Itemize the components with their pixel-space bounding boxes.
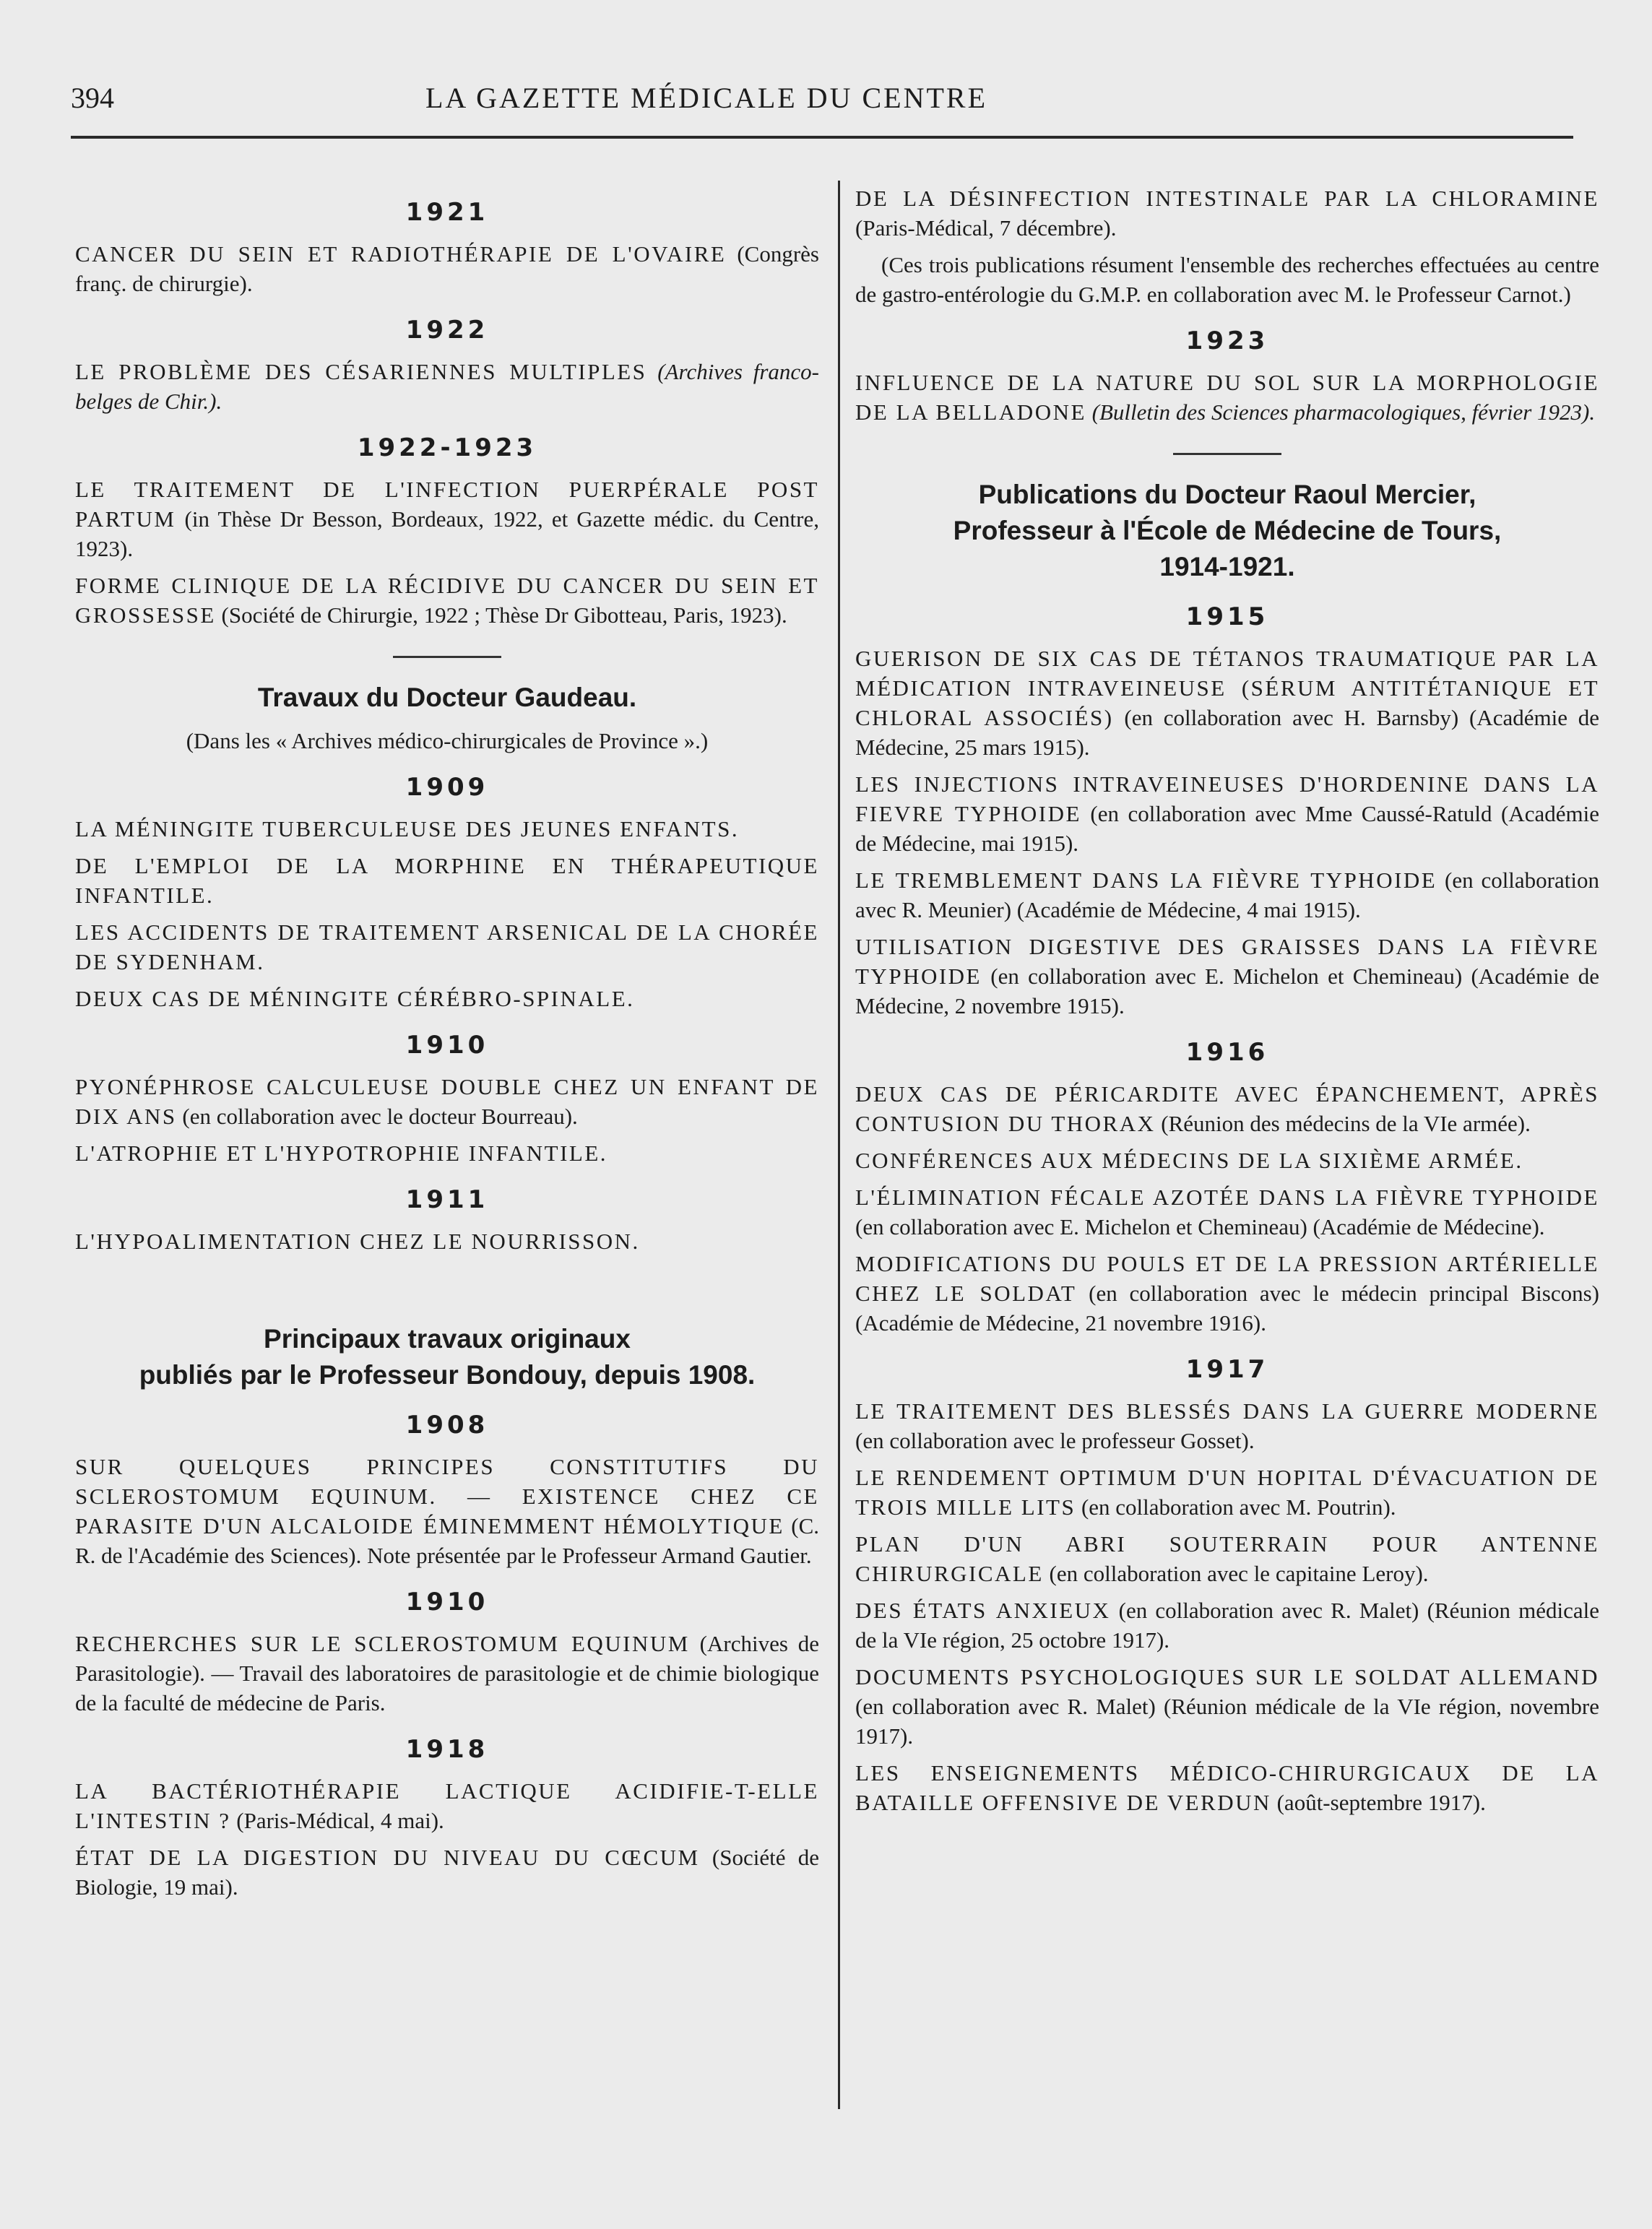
entry: [855, 1182, 1599, 1242]
section-title-line: 1914-1921.: [1159, 552, 1295, 581]
year-heading: 1909: [405, 773, 489, 802]
entry: [855, 644, 1599, 762]
section-title-line: Publications du Docteur Raoul Mercier,: [978, 480, 1476, 509]
entry-title: DE L'EMPLOI DE LA MORPHINE EN THÉRAPEUTIQUE INFANTILE.: [75, 853, 819, 908]
entry-title: DEUX CAS DE PÉRICARDITE AVEC ÉPANCHEMENT, APRÈS CONTUSION DU THORAX: [855, 1081, 1599, 1136]
entry-title: ÉTAT DE LA DIGESTION DU NIVEAU DU CŒCUM: [75, 1845, 700, 1870]
entry-title: DES ÉTATS ANXIEUX: [855, 1598, 1111, 1623]
entry-ref: (Réunion des médecins de la VIe armée).: [1161, 1111, 1531, 1136]
entry-ref: (en collaboration avec le capitaine Leroy).: [1049, 1561, 1429, 1586]
entry-ref: (en collaboration avec le docteur Bourreau).: [182, 1104, 578, 1129]
entry: [75, 984, 819, 1013]
entry-title: L'ATROPHIE ET L'HYPOTROPHIE INFANTILE.: [75, 1141, 608, 1166]
entry-ref: (en collaboration avec R. Meunier) (Académie de Médecine, 4 mai 1915).: [855, 867, 1599, 922]
entry-title: INFLUENCE DE LA NATURE DU SOL SUR LA MORPHOLOGIE DE LA BELLADONE: [855, 370, 1599, 425]
section-separator: [393, 656, 501, 658]
entry-title: LA BACTÉRIOTHÉRAPIE LACTIQUE ACIDIFIE-T-ELLE L'INTESTIN ?: [75, 1778, 819, 1833]
entry-ref: (Archives de Parasitologie). — Travail des laboratoires de parasitologie et de chimie biologique de la faculté de médecine de Paris.: [75, 1631, 820, 1715]
entry-ref: (Bulletin des Sciences pharmacologiques, février 1923).: [1091, 399, 1596, 425]
running-title: LA GAZETTE MÉDICALE DU CENTRE: [425, 82, 987, 114]
entry-ref: (en collaboration avec R. Malet) (Réunion médicale de la VIe région, novembre 1917).: [855, 1694, 1599, 1749]
entry-title: LE PROBLÈME DES CÉSARIENNES MULTIPLES: [75, 359, 647, 384]
entry: [855, 932, 1599, 1021]
entry-title: LES INJECTIONS INTRAVEINEUSES D'HORDENINE DANS LA FIEVRE TYPHOIDE: [855, 771, 1599, 826]
year-heading: 1917: [1185, 1355, 1269, 1384]
year-heading: 1922-1923: [357, 433, 537, 462]
entry: [75, 1452, 819, 1570]
entry: [75, 814, 819, 844]
entry: [75, 1226, 819, 1256]
entry-title: L'ÉLIMINATION FÉCALE AZOTÉE DANS LA FIÈVRE TYPHOIDE: [855, 1185, 1599, 1210]
year-heading: 1921: [405, 198, 489, 227]
entry-title: LE TREMBLEMENT DANS LA FIÈVRE TYPHOIDE: [855, 867, 1437, 893]
entry: [855, 865, 1599, 925]
entry-ref: (Société de Biologie, 19 mai).: [75, 1845, 820, 1900]
entry-ref: (Paris-Médical, 7 décembre).: [855, 215, 1117, 241]
entry: [75, 851, 819, 910]
year-heading: 1911: [405, 1185, 489, 1214]
year-heading: 1923: [1185, 326, 1269, 355]
year-heading: 1910: [405, 1588, 489, 1616]
entry: [855, 368, 1599, 427]
entry-ref: (C. R. de l'Académie des Sciences). Note présentée par le Professeur Armand Gautier.: [75, 1513, 820, 1568]
entry-ref: (in Thèse Dr Besson, Bordeaux, 1922, et Gazette médic. du Centre, 1923).: [75, 506, 819, 561]
entry-title: L'HYPOALIMENTATION CHEZ LE NOURRISSON.: [75, 1229, 640, 1254]
entry-title: CANCER DU SEIN ET RADIOTHÉRAPIE DE L'OVAIRE: [75, 241, 727, 267]
year-heading: 1922: [405, 316, 489, 345]
entry-title: LA MÉNINGITE TUBERCULEUSE DES JEUNES ENFANTS.: [75, 816, 740, 841]
section-title: [855, 477, 1599, 585]
entry: [75, 1629, 819, 1718]
entry: [855, 1146, 1599, 1175]
entry-ref: (en collaboration avec Mme Caussé-Ratuld (Académie de Médecine, mai 1915).: [855, 801, 1599, 856]
entry-title: LES ACCIDENTS DE TRAITEMENT ARSENICAL DE LA CHORÉE DE SYDENHAM.: [75, 919, 819, 974]
entry-ref: (Société de Chirurgie, 1922 ; Thèse Dr Gibotteau, Paris, 1923).: [221, 602, 787, 628]
entry: [75, 357, 819, 416]
entry-ref: (Congrès franç. de chirurgie).: [75, 241, 819, 296]
entry-title: LE RENDEMENT OPTIMUM D'UN HOPITAL D'ÉVACUATION DE TROIS MILLE LITS: [855, 1465, 1599, 1520]
header-rule: [71, 136, 1573, 139]
entry-title: UTILISATION DIGESTIVE DES GRAISSES DANS LA FIÈVRE TYPHOIDE: [855, 934, 1599, 989]
entry-ref: (en collaboration avec R. Malet) (Réunion médicale de la VIe région, 25 octobre 1917).: [855, 1598, 1600, 1653]
year-heading: 1915: [1185, 602, 1269, 631]
entry-title: SUR QUELQUES PRINCIPES CONSTITUTIFS DU SCLEROSTOMUM EQUINUM. — EXISTENCE CHEZ CE PARASITE D'UN ALCALOIDE ÉMINEMMENT HÉMOLYTIQUE: [75, 1454, 819, 1538]
entry: [855, 183, 1599, 243]
entry: [855, 1596, 1599, 1655]
left-column: [75, 181, 819, 1909]
column-divider: [838, 181, 840, 2109]
entry-ref: (en collaboration avec E. Michelon et Chemineau) (Académie de Médecine, 2 novembre 1915).: [855, 964, 1600, 1018]
entry: [75, 239, 819, 298]
entry: [855, 1079, 1599, 1138]
section-title: Travaux du Docteur Gaudeau.: [257, 683, 637, 712]
page-header: [71, 81, 1573, 124]
entry-ref: (en collaboration avec le médecin principal Biscons) (Académie de Médecine, 21 novembre 1916).: [855, 1281, 1600, 1336]
entry-title: LE TRAITEMENT DE L'INFECTION PUERPÉRALE POST PARTUM: [75, 477, 819, 532]
entry-ref: (en collaboration avec le professeur Gosset).: [855, 1428, 1255, 1453]
entry-title: MODIFICATIONS DU POULS ET DE LA PRESSION ARTÉRIELLE CHEZ LE SOLDAT: [855, 1251, 1599, 1306]
year-heading: 1910: [405, 1031, 489, 1060]
right-column: [855, 181, 1599, 1825]
entry: [855, 1529, 1599, 1588]
entry: [75, 917, 819, 977]
entry-ref: (Paris-Médical, 4 mai).: [236, 1808, 444, 1833]
page-number: 394: [71, 82, 114, 114]
year-heading: 1908: [405, 1411, 489, 1440]
entry-ref: (en collaboration avec M. Poutrin).: [1081, 1494, 1396, 1520]
entry-title: DOCUMENTS PSYCHOLOGIQUES SUR LE SOLDAT ALLEMAND: [855, 1664, 1599, 1689]
entry-ref: (en collaboration avec H. Barnsby) (Académie de Médecine, 25 mars 1915).: [855, 705, 1600, 760]
note: (Ces trois publications résument l'ensemble des recherches effectuées au centre de gastro-entérologie du G.M.P. en collaboration avec M. le Professeur Carnot.): [855, 252, 1599, 307]
entry-ref: (août-septembre 1917).: [1276, 1790, 1486, 1815]
section-title: [75, 1321, 819, 1393]
entry-title: DE LA DÉSINFECTION INTESTINALE PAR LA CHLORAMINE: [855, 186, 1599, 211]
section-title-line: Principaux travaux originaux: [264, 1324, 631, 1354]
entry-title: LE TRAITEMENT DES BLESSÉS DANS LA GUERRE MODERNE: [855, 1398, 1599, 1424]
section-separator: [1173, 453, 1281, 455]
entry: [855, 1662, 1599, 1751]
entry: [75, 1843, 819, 1902]
entry: [855, 1463, 1599, 1522]
entry-title: GUERISON DE SIX CAS DE TÉTANOS TRAUMATIQUE PAR LA MÉDICATION INTRAVEINEUSE (SÉRUM ANTITÉTANIQUE ET CHLORAL ASSOCIÉS): [855, 646, 1599, 730]
entry: [75, 1138, 819, 1168]
entry: [855, 769, 1599, 858]
year-heading: 1916: [1185, 1038, 1269, 1067]
entry-title: FORME CLINIQUE DE LA RÉCIDIVE DU CANCER DU SEIN ET GROSSESSE: [75, 573, 819, 628]
entry-ref: (Archives franco-belges de Chir.).: [75, 359, 820, 414]
year-heading: 1918: [405, 1735, 489, 1764]
section-title-line: publiés par le Professeur Bondouy, depuis 1908.: [139, 1360, 756, 1390]
entry: [75, 571, 819, 630]
entry-title: CONFÉRENCES AUX MÉDECINS DE LA SIXIÈME ARMÉE.: [855, 1148, 1523, 1173]
entry-ref: (en collaboration avec E. Michelon et Chemineau) (Académie de Médecine).: [855, 1214, 1545, 1239]
entry: [855, 1249, 1599, 1338]
entry: [75, 1072, 819, 1131]
section-subtitle: (Dans les « Archives médico-chirurgicales de Province ».): [186, 728, 709, 753]
entry-title: PYONÉPHROSE CALCULEUSE DOUBLE CHEZ UN ENFANT DE DIX ANS: [75, 1074, 819, 1129]
entry-title: DEUX CAS DE MÉNINGITE CÉRÉBRO-SPINALE.: [75, 986, 635, 1011]
entry-title: RECHERCHES SUR LE SCLEROSTOMUM EQUINUM: [75, 1631, 690, 1656]
entry-title: PLAN D'UN ABRI SOUTERRAIN POUR ANTENNE CHIRURGICALE: [855, 1531, 1599, 1586]
entry: [855, 1758, 1599, 1817]
entry: [75, 475, 819, 563]
entry-title: LES ENSEIGNEMENTS MÉDICO-CHIRURGICAUX DE LA BATAILLE OFFENSIVE DE VERDUN: [855, 1760, 1599, 1815]
entry: [75, 1776, 819, 1835]
section-title-line: Professeur à l'École de Médecine de Tours,: [953, 516, 1502, 545]
entry: [855, 1396, 1599, 1455]
